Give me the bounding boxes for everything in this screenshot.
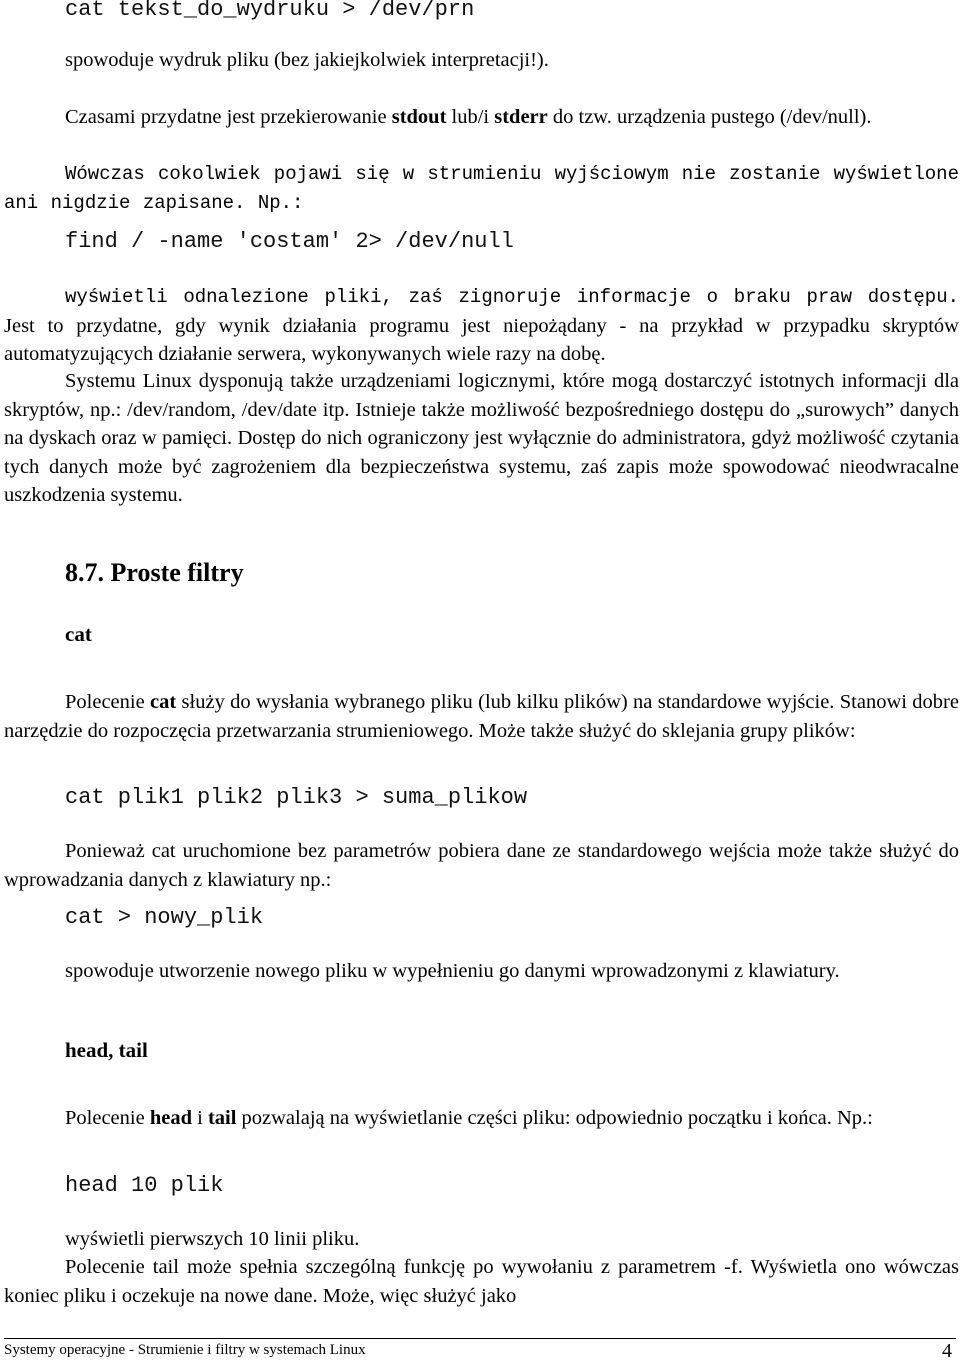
paragraph-find-explain (4, 282, 959, 369)
keyword-cat: cat (150, 691, 177, 713)
paragraph-tail: Polecenie tail może spełnia szczególną funkcję po wywołaniu z parametrem ‐f. Wyświetla ono wówczas koniec pliku i oczekuje na nowe dane. Może, więc służyć jako (4, 1256, 959, 1307)
keyword-tail: tail (207, 1107, 237, 1129)
text-span: do tzw. urządzenia pustego (/dev/null). (547, 106, 872, 128)
code-head: head 10 plik (65, 1173, 224, 1198)
text-span: pozwalają na wyświetlanie części pliku: odpowiednio początku i końca. Np.: (236, 1107, 873, 1129)
subheading-cat: cat (65, 622, 92, 646)
text-span: służy do wysłania wybranego pliku (lub kilku plików) na standardowe wyjście. Stanowi dobre narzędzie do rozpoczęcia przetwarzania strumieniowego. Może także służyć do sklejania grupy plików: (4, 691, 959, 742)
keyword-stderr: stderr (494, 106, 548, 128)
paragraph-print: spowoduje wydruk pliku (bez jakiejkolwiek interpretacji!). (65, 49, 549, 71)
page-number: 4 (942, 1340, 952, 1362)
paragraph-devices: Systemu Linux dysponują także urządzeniami logicznymi, które mogą dostarczyć istotnych informacji dla skryptów, np.: /dev/random, /dev/date itp. Istnieje także możliwość bezpośredniego dostępu do „surowych” danych na dyskach oraz w pamięci. Dostęp do nich ograniczony jest wyłącznie do administratora, gdyż możliwość czytania tych danych może być zagrożeniem dla bezpieczeństwa systemu, zaś zapis może spowodować nieodwracalne uszkodzenia systemu. (4, 370, 959, 506)
text-span: Jest to przydatne, gdy wynik działania programu jest niepożądany - na przykład w przypadku skryptów automatyzujących działanie serwera, wykonywanych wiele razy na dobę. (4, 314, 959, 365)
code-find: find / -name 'costam' 2> /dev/null (65, 229, 514, 254)
text-span: Czasami przydatne jest przekierowanie (65, 106, 392, 128)
code-cat-new: cat > nowy_plik (65, 905, 264, 930)
footer-title: Systemy operacyjne - Strumienie i filtry w systemach Linux (4, 1342, 366, 1358)
text-span: Polecenie (65, 1107, 150, 1129)
text-span: lub/i (446, 106, 495, 128)
paragraph-devnull (4, 103, 959, 132)
text-span: i (191, 1107, 208, 1129)
paragraph-wowczas: Wówczas cokolwiek pojawi się w strumieniu wyjściowym nie zostanie wyświetlone ani nigdzie zapisane. Np.: (4, 163, 959, 214)
paragraph-cat (4, 688, 959, 745)
keyword-stdout: stdout (391, 106, 447, 128)
footer-divider (4, 1338, 956, 1339)
text-span: wyświetli odnalezione pliki, zaś zignoruje informacje o braku praw dostępu. (65, 286, 959, 308)
paragraph-head-result: wyświetli pierwszych 10 linii pliku. (65, 1228, 360, 1250)
paragraph-cat-stdin: Ponieważ cat uruchomione bez parametrów pobiera dane ze standardowego wejścia może także służyć do wprowadzania danych z klawiatury np.: (4, 840, 959, 891)
code-cat-prn: cat tekst_do_wydruku > /dev/prn (65, 0, 475, 22)
paragraph-head-tail (4, 1104, 959, 1133)
code-cat-join: cat plik1 plik2 plik3 > suma_plikow (65, 785, 528, 810)
subheading-head-tail: head, tail (65, 1038, 148, 1062)
section-heading: 8.7. Proste filtry (65, 558, 244, 587)
text-span: Polecenie (65, 691, 151, 713)
paragraph-new-file: spowoduje utworzenie nowego pliku w wypełnieniu go danymi wprowadzonymi z klawiatury. (65, 960, 840, 982)
keyword-head: head (149, 1107, 192, 1129)
